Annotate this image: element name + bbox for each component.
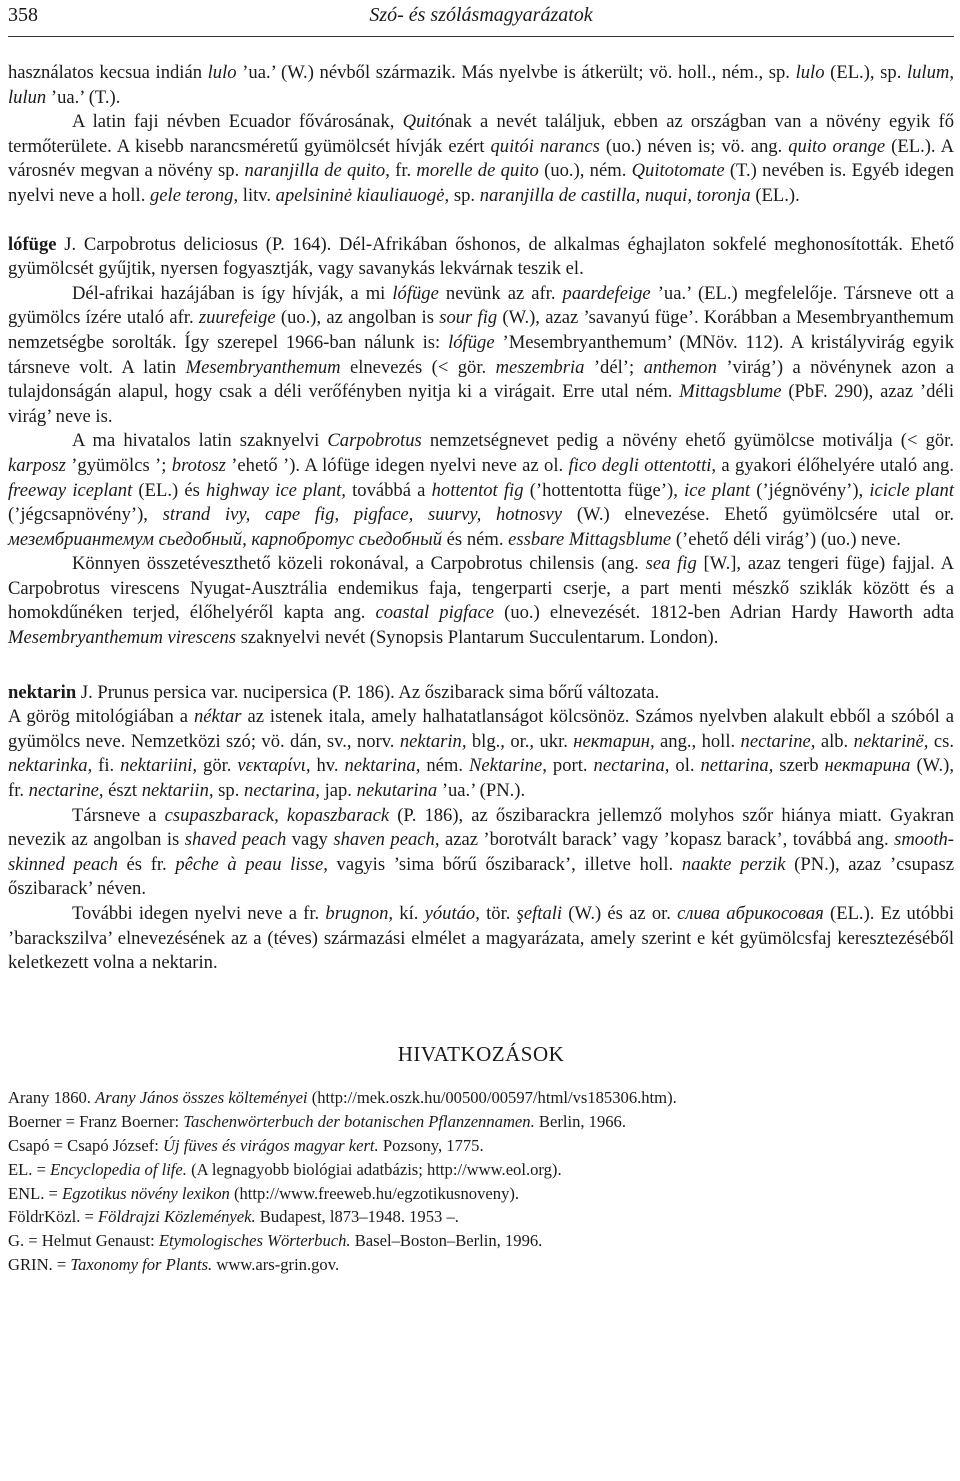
entry-lofuge-head: lófüge J. Carpobrotus deliciosus (P. 164). Dél-Afrikában őshonos, de alkalmas éghajlaton sokfelé meghonosították. Ehető gyümölcsét gyűjtik, nyersen fogyasztják, vagy savanykás lekvárnak teszik el. xyxy=(8,233,954,280)
reference-item: GRIN. = Taxonomy for Plants. www.ars-grin.gov. xyxy=(8,1254,340,1274)
paragraph: Társneve a csupaszbarack, kopaszbarack (P. 186), az őszibarackra jellemző molyhos szőr hiánya miatt. Gyakran nevezik az angolban is shaved peach vagy shaven peach, azaz ’borotvált barack’ vagy ’kopasz barack’, továbbá ang. smooth-skinned peach és fr. pêche à peau lisse, vagyis ’sima bőrű őszibarack’, illetve holl. naakte perzik (PN.), azaz ’csupasz őszibarack’ néven. xyxy=(8,804,955,900)
paragraph: A görög mitológiában a néktar az istenek itala, amely halhatatlanságot kölcsönöz. Számos nyelvben alakult ebből a szóból a gyümölcs neve. Nemzetközi szó; vö. dán, sv., norv. nektarin, blg., or., ukr. нектарин, ang., holl. nectarine, alb. nektarinë, cs. nektarinka, fi. nektariini, gör. νεκταρίνι, hv. nektarina, ném. Nektarine, port. nectarina, ol. nettarina, szerb нектарина (W.), fr. nectarine, észt nektariin, sp. nectarina, jap. nekutarina ’ua.’ (PN.). xyxy=(8,706,954,802)
reference-item: G. = Helmut Genaust: Etymologisches Wörterbuch. Basel–Boston–Berlin, 1996. xyxy=(8,1231,543,1251)
running-title: Szó- és szólásmagyarázatok xyxy=(369,4,593,26)
paragraph: használatos kecsua indián lulo ’ua.’ (W.) névből származik. Más nyelvbe is átkerült; vö. holl., ném., sp. lulo (EL.), sp. lulum, lulun ’ua.’ (T.). xyxy=(8,62,954,108)
references-title: HIVATKOZÁSOK xyxy=(397,1041,565,1066)
reference-item: Csapó = Csapó József: Új füves és virágos magyar kert. Pozsony, 1775. xyxy=(8,1135,484,1155)
references-list xyxy=(8,1086,954,1276)
paragraph: Könnyen összetéveszthető közeli rokonával, a Carpobrotus chilensis (ang. sea fig [W.], azaz tengeri füge) fajjal. A Carpobrotus virescens Nyugat-Ausztrália endemikus faja, tengerparti cserje, a part menti mészkő sziklák között és a homokdűnéken terjed, élőhelyéről kapta ang. coastal pigface (uo.) elnevezését. 1812-ben Adrian Hardy Haworth adta Mesembryanthemum virescens szaknyelvi nevét (Synopsis Plantarum Succulentarum. London). xyxy=(8,553,954,649)
paragraph: További idegen nyelvi neve a fr. brugnon, kí. yóutáo, tör. şeftali (W.) és az or. слива абрикосовая (EL.). Ez utóbbi ’barackszilva’ elnevezésének az a (téves) származási elmélet a magyarázata, amely szerint e két gyümölcsfaj keresztezéséből keletkezett volna a nektarin. xyxy=(8,903,954,974)
page-header xyxy=(8,0,954,37)
reference-item: EL. = Encyclopedia of life. (A legnagyobb biológiai adatbázis; http://www.eol.org). xyxy=(8,1159,562,1179)
headword: lófüge xyxy=(8,233,57,255)
reference-item: FöldrKözl. = Földrajzi Közlemények. Budapest, l873–1948. 1953 –. xyxy=(8,1207,459,1227)
reference-item: ENL. = Egzotikus növény lexikon (http://www.freeweb.hu/egzotikusnoveny). xyxy=(8,1183,520,1203)
paragraph: A ma hivatalos latin szaknyelvi Carpobrotus nemzetségnevet pedig a növény ehető gyümölcse motiválja (< gör. karposz ’gyümölcs ’; brotosz ’ehető ’). A lófüge idegen nyelvi neve az ol. fico degli ottentotti, a gyakori élőhelyére utaló ang. freeway iceplant (EL.) és highway ice plant, továbbá a hottentot fig (’hottentotta füge’), ice plant (’jégnövény’), icicle plant (’jégcsapnövény’), strand ivy, cape fig, pigface, suurvy, hotnosvy (W.) elnevezése. Ehető gyümölcsére utal or. мезембриантемум сьедобный, карпобротус сьедобный és ném. essbare Mittagsblume (’ehető déli virág’) (uo.) neve. xyxy=(8,430,954,550)
paragraph: Dél-afrikai hazájában is így hívják, a mi lófüge nevünk az afr. paardefeige ’ua.’ (EL.) megfelelője. Társneve ott a gyümölcs ízére utaló afr. zuurefeige (uo.), az angolban is sour fig (W.), azaz ’savanyú füge’. Korábban a Mesembryanthemum nemzetségbe sorolták. Így szerepel 1966-ban nálunk is: lófüge ’Mesembryanthemum’ (MNöv. 112). A kristályvirág egyik társneve volt. A latin Mesembryanthemum elnevezés (< gör. meszembria ’dél’; anthemon ’virág’) a növénynek azon a tulajdonságán alapul, hogy csak a déli verőfényben nyitja ki a virágait. Erre utal ném. Mittagsblume (PbF. 290), azaz ’déli virág’ neve is. xyxy=(8,282,955,427)
page-number: 358 xyxy=(8,4,38,26)
entry-nektarin-head: nektarin J. Prunus persica var. nucipersica (P. 186). Az őszibarack sima bőrű változata. xyxy=(8,681,660,703)
reference-item: Arany 1860. Arany János összes költeményei (http://mek.oszk.hu/00500/00597/html/vs185306.htm). xyxy=(8,1088,677,1108)
headword: nektarin xyxy=(8,681,77,703)
reference-item: Boerner = Franz Boerner: Taschenwörterbuch der botanischen Pflanzennamen. Berlin, 1966. xyxy=(8,1112,627,1132)
page-body xyxy=(8,37,954,1277)
paragraph: A latin faji névben Ecuador fővárosának, Quitónak a nevét találjuk, ebben az országban van a növény egyik fő termőterülete. A kisebb narancsméretű gyümölcsét hívják ezért quitói narancs (uo.) néven is; vö. ang. quito orange (EL.). A városnév megvan a növény sp. naranjilla de quito, fr. morelle de quito (uo.), ném. Quitotomate (T.) nevében is. Egyéb idegen nyelvi neve a holl. gele terong, litv. apelsininė kiauliauogė, sp. naranjilla de castilla, nuqui, toronja (EL.). xyxy=(8,111,955,206)
